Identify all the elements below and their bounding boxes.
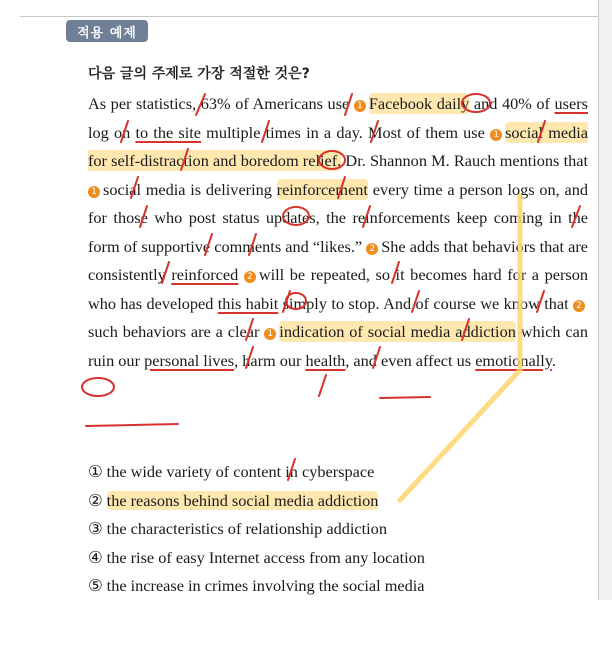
underlined-phrase: this habit (217, 293, 279, 313)
underlined-phrase: users (554, 94, 588, 113)
passage-text: , and even affect us (345, 350, 476, 370)
reasoning-marker: 1 (490, 129, 502, 141)
answer-choice[interactable] (88, 515, 588, 544)
underlined-phrase: to the site (135, 122, 201, 142)
reasoning-marker: 2 (366, 243, 378, 255)
passage-text: every time a person logs on, and for those who post status updates, the reinforcements keep coming in the form of supportive comments and “likes.” (88, 179, 588, 256)
reasoning-marker: 2 (573, 300, 585, 312)
passage-text: log on (88, 122, 136, 142)
choice-text: the reasons behind social media addiction (106, 490, 379, 510)
answer-choice[interactable] (88, 572, 588, 601)
answer-choices (88, 458, 588, 601)
reading-passage (88, 90, 588, 375)
passage-text: , harm our (234, 350, 306, 370)
example-tag: 적용 예제 (66, 20, 148, 42)
highlighted-phrase: indication of social media addiction (279, 322, 516, 341)
passage-text (238, 265, 244, 284)
reasoning-marker: 1 (264, 328, 276, 340)
passage-text: . (551, 350, 556, 370)
underlined-phrase: emotionally (475, 350, 552, 370)
choice-text: the increase in crimes involving the social media (106, 576, 425, 595)
passage-text: multiple times in a day. Most of them use (200, 122, 491, 142)
passage-text: will be repeated, so it becomes hard for a person who has developed (88, 265, 589, 313)
underlined-phrase: health (305, 350, 346, 370)
answer-choice[interactable] (88, 458, 588, 487)
passage-text: As per statistics, 63% of Americans use (88, 94, 354, 113)
passage-text: and 40% of (469, 94, 555, 113)
passage-text: She adds that behaviors that are consistently (88, 236, 588, 284)
answer-choice[interactable] (88, 487, 588, 516)
choice-number: ① (88, 462, 107, 481)
reasoning-marker: 1 (354, 100, 366, 112)
choice-text: the rise of easy Internet access from any location (106, 547, 425, 567)
highlighted-phrase: social media for self-distraction and boredom relief. (88, 122, 589, 170)
passage-text: social media is delivering (103, 179, 277, 199)
highlighted-phrase: reinforcement (276, 179, 368, 199)
underlined-phrase: reinforced (171, 265, 239, 284)
passage-text: simply to stop. And of course we know that (278, 293, 573, 313)
choice-text: the wide variety of content in cyberspace (106, 462, 375, 481)
reasoning-marker: 1 (88, 186, 100, 198)
top-rule (20, 16, 600, 17)
choice-number: ④ (88, 547, 107, 567)
reasoning-marker: 2 (244, 271, 256, 283)
worksheet-page (20, 0, 600, 600)
highlighted-phrase: Facebook daily (368, 94, 470, 113)
passage-text: which can ruin our (88, 322, 589, 370)
passage-text: such behaviors are a clear (88, 322, 265, 341)
underlined-phrase: personal lives (144, 350, 235, 370)
choice-text: the characteristics of relationship addiction (106, 519, 387, 538)
passage-text: Dr. Shannon M. Rauch mentions that (341, 151, 589, 170)
question-prompt: 다음 글의 주제로 가장 적절한 것은? (88, 66, 310, 82)
choice-number: ⑤ (88, 576, 107, 595)
answer-choice[interactable] (88, 544, 588, 573)
choice-number: ③ (88, 519, 107, 538)
choice-number: ② (88, 490, 107, 510)
page-edge (598, 0, 612, 600)
